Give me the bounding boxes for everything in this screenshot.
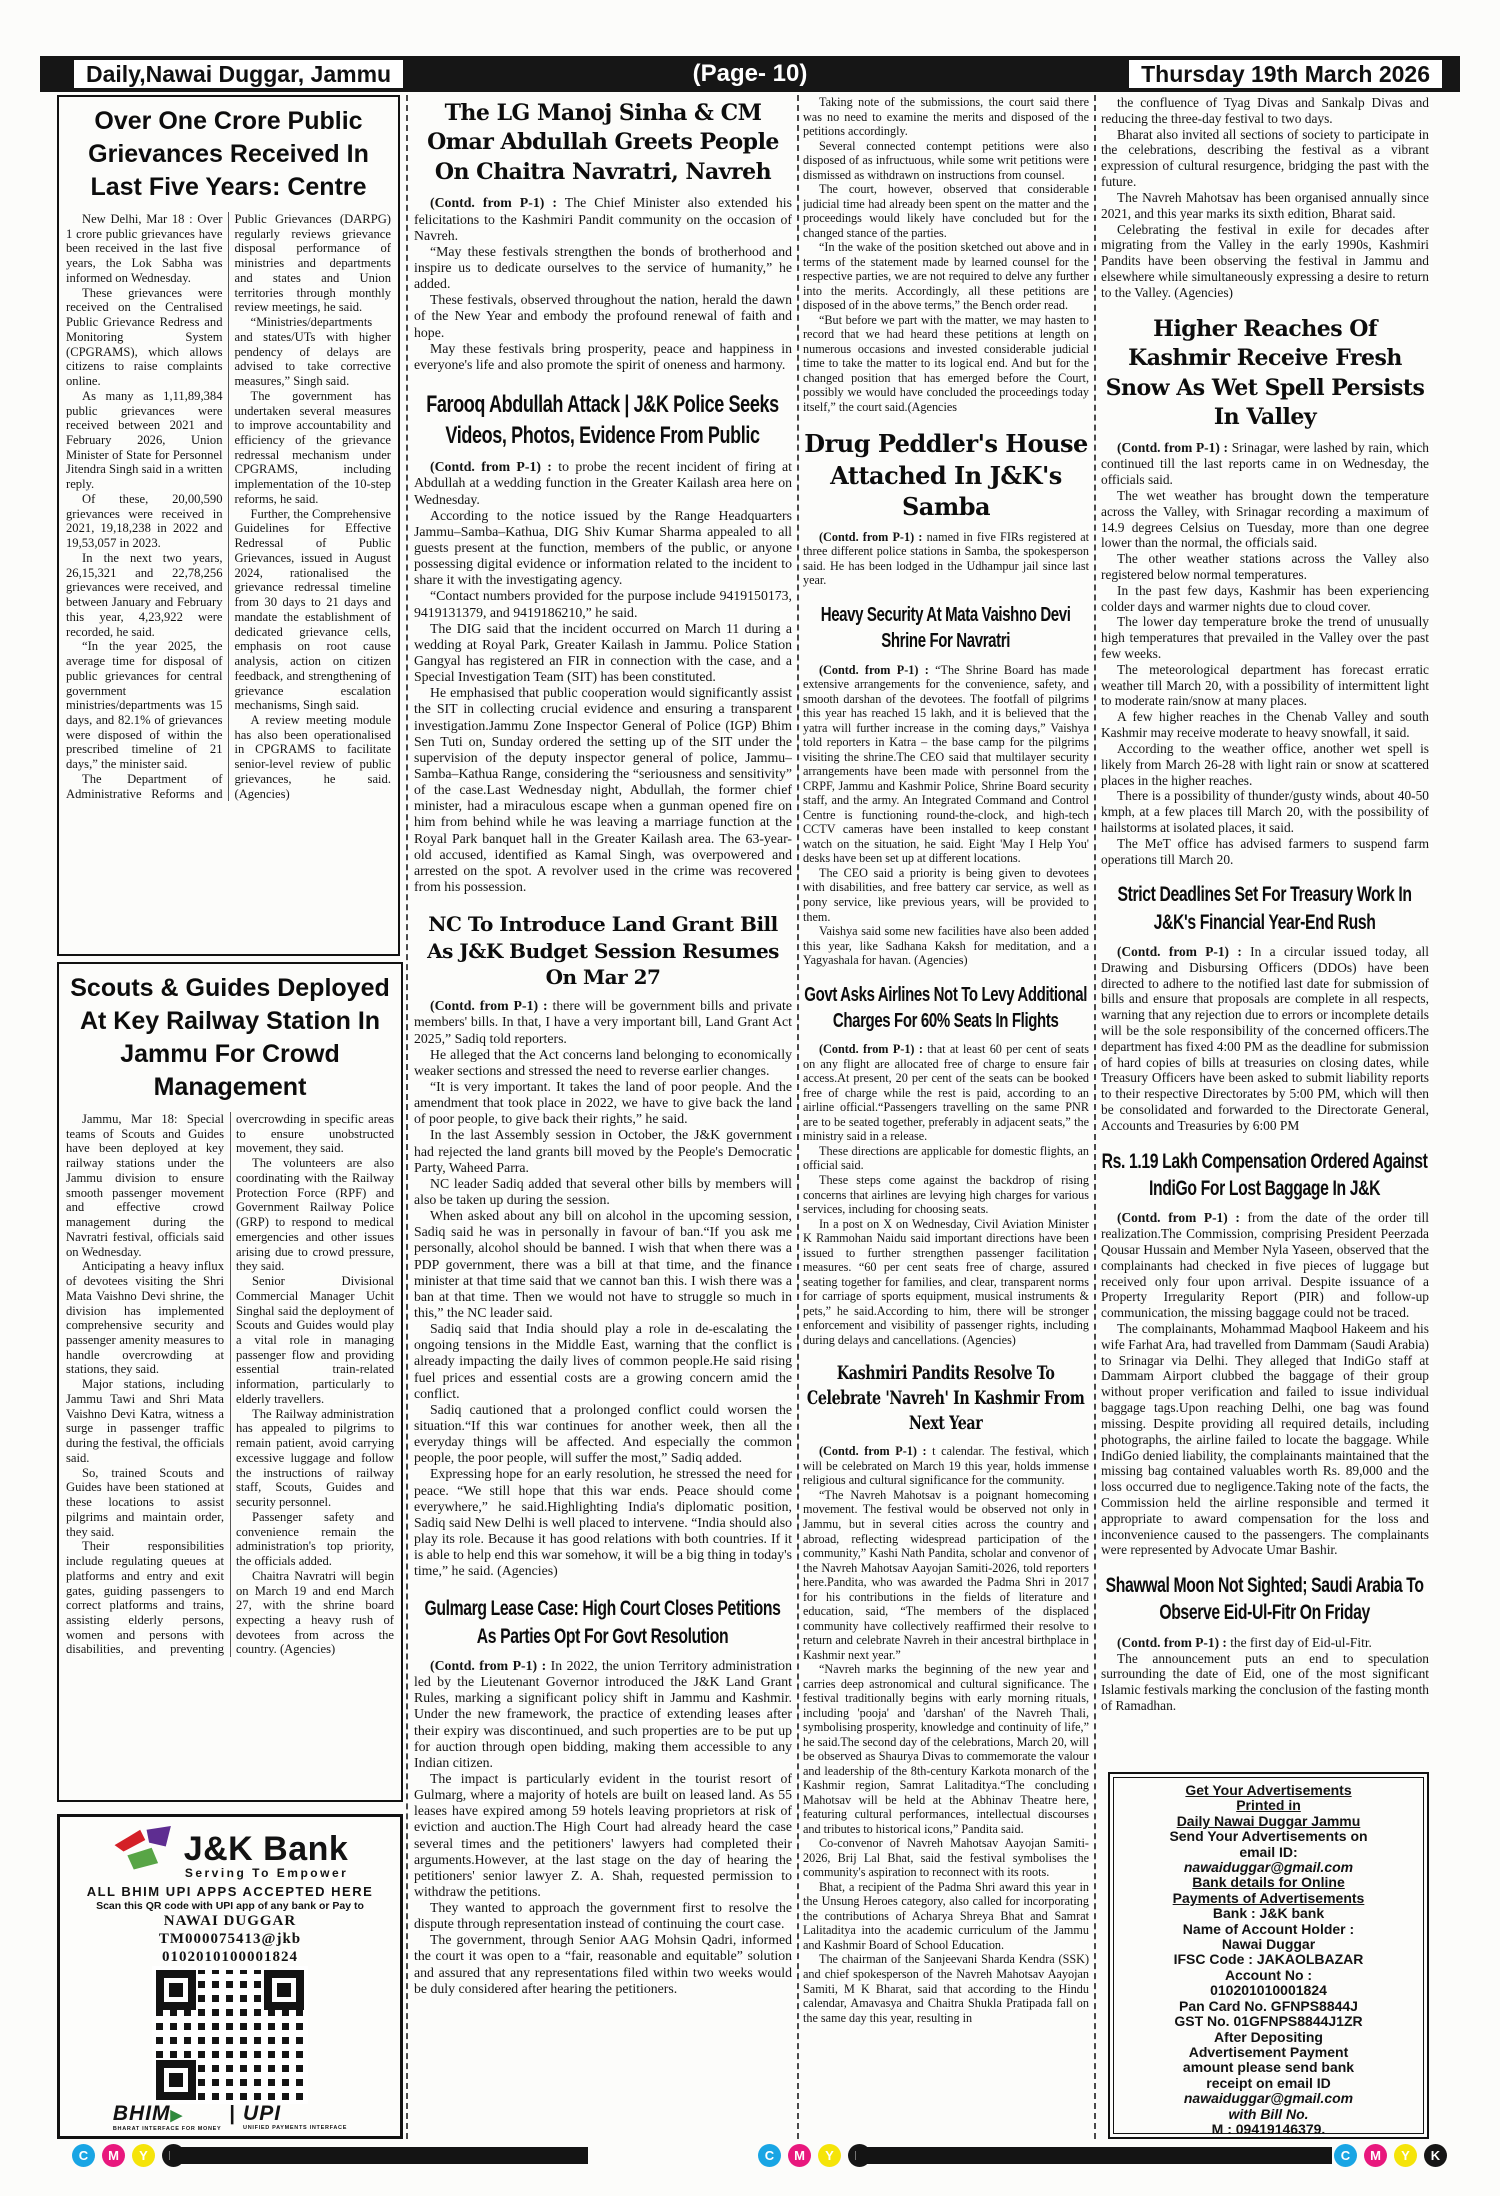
article-grievances-body: New Delhi, Mar 18 : Over 1 crore public grievances have been received in the last five years, the Lok Sabha was informed on Wednesday. These grievances were received on the Centralised Public Grievance Redress and Monitoring System (CPGRAMS), which allows citizens to raise complaints online. As many as 1,11,89,384 public grievances were received between 2021 and February 2026, Union Minister of State for Personnel Jitendra Singh said in a written reply. Of these, 20,00,590 grievances were received in 2021, 19,18,238 in 2022 and 19,53,057 in 2023. In the next two years, 26,15,321 and 22,78,256 grievances were received, and between January and February this year, 4,23,922 were recorded, he said. “In the year 2025, the average time for disposal of public grievances for central government ministries/departments was 15 days, and 82.1% of grievances were disposed of within the prescribed timeline of 21 days,” the minister said. The Department of Administrative Reforms and Public Grievances (DARPG) regularly reviews grievance disposal performance of ministries and departments and states and Union territories through monthly review meetings, he said. “Ministries/departments and states/UTs with higher pendency of delays are advised to take corrective measures,” Singh said. The government has undertaken several measures to improve accountability and efficiency of the grievance redressal mechanism under CPGRAMS, including implementation of the 10-step reforms, he said. Further, the Comprehensive Guidelines for Effective Redressal of Public Grievances, issued in August 2024, rationalised the grievance redressal timeline from 30 days to 21 days and mandate the establishment of dedicated grievance cells, emphasis on root cause analysis, action on citizen feedback, and strengthening of grievance escalation mechanisms, Singh said. A review meeting module has also been operationalised in CPGRAMS to facilitate senior-level review of public grievances, he said. (Agencies) <box>66 212 391 801</box>
print-mark-cyan: C <box>1334 2144 1357 2167</box>
article-vaishno-devi <box>803 598 1089 968</box>
column-divider <box>797 95 799 2139</box>
headline-vaishno-devi: Heavy Security At Mata Vaishno Devi Shrine For Navratri <box>820 603 1071 653</box>
jkbank-scan-line: Scan this QR code with UPI app of any bank or Pay to <box>96 1900 364 1912</box>
jkbank-account-number: 0102010100001824 <box>162 1949 298 1965</box>
article-navreh-continuation <box>1101 95 1429 301</box>
article-court-continuation <box>803 95 1089 414</box>
article-farooq <box>414 385 792 895</box>
headline-navreh: Kashmiri Pandits Resolve To Celebrate 'Navreh' In Kashmir From Next Year <box>806 1362 1085 1435</box>
article-nc-bill-body: (Contd. from P-1) : there will be government bills and private members' bills. In that, I have a very important bill, Land Grant Act 2025,” Sadiq told reporters. He alleged that the Act concerns land belonging to economically weaker sections and stressed the need to reverse earlier changes. “It is very important. It takes the land of poor people. And the amendment that took place in 2022, we have to give back the land of poor people, to give back their rights,” he said. In the last Assembly session in October, the J&K government had rejected the land grants bill moved by the People's Democratic Party, Waheed Parra. NC leader Sadiq added that several other bills by members will also be taken up during the session. When asked about any bill on alcohol in the upcoming session, Sadiq said he was in personally in favour of ban.“If you ask me personally, alcohol should be banned. I wish that when there was a PDP government, there was a bill at that time, and the finance minister at that time said that we cannot ban this. I wish there was a ban at that time. Then we would not have to struggle so much in this,” the NC leader said. Sadiq said that India should play a role in de-escalating the ongoing tensions in the Middle East, warning that the conflict is already impacting the daily lives of common people.He said rising fuel prices and essential costs are a growing concern amid the conflict. Sadiq cautioned that a prolonged conflict could worsen the situation.“If this war continues for another week, then all the everyday things will be affected. And especially the common people, the poor people, will suffer the most,” Sadiq added. Expressing hope for an early resolution, he stressed the need for peace. “We still hope that this war ends. Peace should come everywhere,” he said.Highlighting India's diplomatic position, Sadiq said New Delhi is well placed to intervene. “India should also play its role. Because it has good relations with both countries. If it is able to help end this war somehow, it will be a big thing in today's time,” he said. (Agencies) <box>414 998 792 1579</box>
article-gulmarg-body: (Contd. from P-1) : In 2022, the union Territory administration led by the Lieutenant Governor introduced the J&K Land Grant Rules, marking a significant policy shift in Jammu and Kashmir. Under the new framework, the practice of extending leases after their expiry was discontinued, and such properties are to be put up for auction through open bidding, making them accessible to any Indian citizen. The impact is particularly evident in the tourist resort of Gulmarg, where a majority of hotels are built on leased land. As 55 leases have expired among 59 hotels leaving proprietors at risk of eviction and auction.The High Court had already heard the case several times and the petitioners' lawyers had completed their arguments.However, at the last stage on the day of hearing the petitioners' senior lawyer Z. A. Shah, requested permission to withdraw the petitions. They wanted to approach the government first to resolve the dispute through representation instead of continuing the court case. The government, through Senior AAG Mohsin Qadri, informed the court it was open to a “fair, reasonable and equitable” solution and assured that any representations filed within two weeks would be duly considered after hearing the petitioners. <box>414 1657 792 1996</box>
print-mark-black: K <box>1424 2144 1447 2167</box>
headline-gulmarg: Gulmarg Lease Case: High Court Closes Petitions As Parties Opt For Govt Resolution <box>424 1597 781 1648</box>
print-mark-cyan: C <box>72 2144 95 2167</box>
jkbank-upi-accepted-line: ALL BHIM UPI APPS ACCEPTED HERE <box>86 1884 374 1899</box>
headline-farooq: Farooq Abdullah Attack | J&K Police Seeks Videos, Photos, Evidence From Public <box>426 390 779 450</box>
headline-lg-greets: The LG Manoj Sinha & CM Omar Abdullah Greets People On Chaitra Navratri, Navreh <box>427 100 779 185</box>
jkbank-header <box>112 1823 349 1880</box>
column-court <box>803 95 1089 2137</box>
article-treasury <box>1101 877 1429 1133</box>
article-indigo <box>1101 1144 1429 1558</box>
headline-drug-peddler: Drug Peddler's House Attached In J&K's Samba <box>804 429 1088 521</box>
headline-snow: Higher Reaches Of Kashmir Receive Fresh Snow As Wet Spell Persists In Valley <box>1105 315 1425 430</box>
logo-divider: | <box>229 2103 236 2125</box>
article-eid <box>1101 1568 1429 1714</box>
article-airlines-body: (Contd. from P-1) : that at least 60 per cent of seats on any flight are allocated free of charge to ensure fair access.At present, 20 per cent of the seats can be booked free of charge while the rest is paid, according to an airline official.“Passengers travelling on the same PNR are to be seated together, preferably in adjacent seats,” the ministry said in a release. These directions are applicable for domestic flights, an official said. These steps come against the backdrop of rising concerns that airlines are levying high charges for various services, including for choosing seats. In a post on X on Wednesday, Civil Aviation Minister K Rammohan Naidu said important directions have been issued to further strengthen passenger facilitation measures. “60 per cent seats free of charge, assured seating together for families, and clear, transparent norms for carriage of sports equipment, musical instruments & pets,” he said.According to him, there will be stronger enforcement and visibility of passenger rights, including during delays and cancellations. (Agencies) <box>803 1042 1089 1347</box>
print-registration-marks <box>0 2142 1500 2172</box>
column-divider <box>406 95 408 2139</box>
headline-grievances: Over One Crore Public Grievances Received In Last Five Years: Centre <box>88 107 369 201</box>
article-lg-greets <box>414 95 792 373</box>
column-right <box>1101 95 1429 1769</box>
headline-scouts: Scouts & Guides Deployed At Key Railway Station In Jammu For Crowd Management <box>70 974 390 1101</box>
print-mark-magenta: M <box>788 2144 811 2167</box>
print-mark-magenta: M <box>102 2144 125 2167</box>
masthead-title: Daily,Nawai Duggar, Jammu <box>74 60 403 88</box>
headline-nc-bill: NC To Introduce Land Grant Bill As J&K Budget Session Resumes On Mar 27 <box>427 912 779 989</box>
article-snow-body: (Contd. from P-1) : Srinagar, were lashed by rain, which continued till the last reports came in on Wednesday, the officials said. The wet weather has brought down the temperature across the Valley, with Srinagar recording a maximum of 14.9 degrees Celsius on Tuesday, more than one degree lower than the normal, the officials said. The other weather stations across the Valley also registered below normal temperatures. In the past few days, Kashmir has been experiencing colder days and warmer nights due to cloud cover. The lower day temperature broke the trend of unusually high temperatures that prevailed in the Valley over the past few weeks. The meteorological department has forecast erratic weather till March 20, with a possibility of intermittent light to moderate rain/snow at many places. A few higher reaches in the Chenab Valley and south Kashmir may receive moderate to heavy snowfall, it said. According to the weather office, another wet spell is likely from March 26-28 with light rain or snow at scattered places in the higher reaches. There is a possibility of thunder/gusty winds, about 40-50 kmph, at a few places till March 20, with the possibility of hailstorms at isolated places, it said. The MeT office has advised farmers to suspend farm operations till March 20. <box>1101 440 1429 867</box>
article-grievances <box>57 95 400 956</box>
print-mark-bar <box>856 2147 1332 2164</box>
article-indigo-body: (Contd. from P-1) : from the date of the order till realization.The Commission, comprising President Peerzada Qousar Hussain and Member Nyla Yaseen, observed that the complainants had checked in five pieces of luggage but received only four upon arrival. Despite issuance of a Property Irregularity Report (PIR) and follow-up communication, the missing baggage could not be traced. The complainants, Mohammad Maqbool Hakeem and his wife Farhat Ara, had travelled from Dammam (Saudi Arabia) to Srinagar via Delhi. They alleged that IndiGo staff at Dammam Airport clubbed the baggage of their group without proper verification and failed to issue individual baggage tags.Upon reaching Delhi, one bag was found missing. Despite providing all required details, including photographs, the airline failed to locate the baggage. While IndiGo denied liability, the complainants maintained that the missing bag contained valuables worth Rs. 89,000 and the loss occurred due to negligence.Taking note of the facts, the Commission held the airline responsible and termed it appropriate to award compensation for the loss and inconvenience caused to the passengers. The complainants were represented by Advocate Umar Bashir. <box>1101 1210 1429 1558</box>
masthead-page-number: (Page- 10) <box>692 60 808 87</box>
article-drug-peddler-body: (Contd. from P-1) : named in five FIRs registered at three different police stations in Samba, the spokesperson said. He has been lodged in the Udhampur jail since last year. <box>803 529 1089 588</box>
upi-logo: UPI <box>243 2102 282 2125</box>
article-scouts <box>57 962 403 1802</box>
qr-code <box>156 1970 304 2100</box>
article-navreh <box>803 1357 1089 2025</box>
headline-eid: Shawwal Moon Not Sighted; Saudi Arabia To Observe Eid-Ul-Fitr On Friday <box>1105 1574 1424 1625</box>
article-court-continuation-body: Taking note of the submissions, the court said there was no need to examine the merits and disposed of the petitions accordingly. Several connected contempt petitions were also disposed of as infructuous, while some writ petitions were dismissed as withdrawn on instructions from counsel. The court, however, observed that considerable judicial time had already been spent on the matter and the proceedings would likely have concluded but for the changed stance of the parties. “In the wake of the position sketched out above and in terms of the statement made by learned counsel for the respective parties, we are not required to delve any further into the merits. Accordingly, all these petitions are disposed of in the above terms,” the Bench order read. “But before we part with the matter, we may hasten to record that we had heard these petitions at length on numerous occasions and invested considerable judicial time to take the matter to its logical end. And but for the changed position that has emerged before the Court, possibly we would have concluded the proceedings today itself,” the court said.(Agencies <box>803 95 1089 414</box>
headline-treasury: Strict Deadlines Set For Treasury Work In J&K's Financial Year-End Rush <box>1117 883 1412 934</box>
bhim-caption: BHARAT INTERFACE FOR MONEY <box>112 2126 222 2132</box>
headline-airlines: Govt Asks Airlines Not To Levy Additional Charges For 60% Seats In Flights <box>804 983 1088 1032</box>
masthead-date: Thursday 19th March 2026 <box>1129 60 1442 88</box>
jkbank-logo-icon <box>112 1823 176 1880</box>
article-airlines <box>803 978 1089 1348</box>
bhim-upi-logo <box>113 2104 347 2132</box>
print-mark-bar <box>170 2147 588 2164</box>
bhim-logo: BHIM▶ <box>112 2102 184 2125</box>
article-scouts-body: Jammu, Mar 18: Special teams of Scouts and Guides have been deployed at key railway stations under the Jammu division to ensure smooth passenger movement and effective crowd management during the Navratri festival, officials said on Wednesday. Anticipating a heavy influx of devotees visiting the Shri Mata Vaishno Devi shrine, the division has implemented comprehensive security and passenger amenity measures to handle overcrowding at stations, they said. Major stations, including Jammu Tawi and Shri Mata Vaishno Devi Katra, witness a surge in passenger traffic during the festival, the officials said. So, trained Scouts and Guides have been stationed at these locations to assist pilgrims and maintain order, they said. Their responsibilities include regulating queues at platforms and entry and exit gates, guiding passengers to correct platforms and trains, assisting elderly persons, women and persons with disabilities, and preventing overcrowding in specific areas to ensure unobstructed movement, they said. The volunteers are also coordinating with the Railway Protection Force (RPF) and Government Railway Police (GRP) to respond to medical emergencies and other issues arising due to crowd pressure, they said. Senior Divisional Commercial Manager Uchit Singhal said the deployment of Scouts and Guides would play a vital role in managing passenger flow and providing essential train-related information, particularly to elderly travellers. The Railway administration has appealed to pilgrims to remain patient, avoid carrying excessive luggage and follow the instructions of railway staff, Scouts, Guides and security personnel. Passenger safety and convenience remain the administration's top priority, the officials added. Chaitra Navratri will begin on March 19 and end March 27, with the shrine board expecting a heavy rush of devotees from across the country. (Agencies) <box>66 1112 394 1657</box>
article-drug-peddler <box>803 424 1089 588</box>
article-navreh-continuation-body: the confluence of Tyag Divas and Sankalp Divas and reducing the three-day festival to two days. Bharat also invited all sections of society to participate in the celebrations, describing the festival as a vibrant expression of cultural resurgence, bridging the past with the future. The Navreh Mahotsav has been organised annually since 2021, and this year marks its sixth edition, Bharat said. Celebrating the festival in exile for decades after migrating from the Valley in the early 1990s, Kashmiri Pandits have been observing the festival in Jammu and elsewhere while simultaneously expressing a desire to return to the Valley. (Agencies) <box>1101 95 1429 300</box>
print-mark-magenta: M <box>1364 2144 1387 2167</box>
bhim-arrow-icon: ▶ <box>170 2107 184 2124</box>
print-mark-yellow: Y <box>818 2144 841 2167</box>
advertisement-info-lines: Get Your Advertisements Printed in Daily Nawai Duggar Jammu Send Your Advertisements on email ID: nawaiduggar@gmail.com Bank details for Online Payments of Advertisements Bank : J&K bank Name of Account Holder : Nawai Duggar IFSC Code : JAKAOLBAZAR Account No : 010201010001824 Pan Card No. GFNPS8844J GST No. 01GFNPS8844J1ZR After Depositing Advertisement Payment amount please send bank receipt on email ID nawaiduggar@gmail.com with Bill No. M : 09419146379. <box>1113 1777 1424 2134</box>
advertisement-info-box <box>1108 1772 1429 2139</box>
article-eid-body: (Contd. from P-1) : the first day of Eid-ul-Fitr. The announcement puts an end to speculation surrounding the date of Eid, one of the most significant Islamic festivals marking the conclusion of the fasting month of Ramadhan. <box>1101 1634 1429 1714</box>
upi-caption: UNIFIED PAYMENTS INTERFACE <box>243 2125 348 2131</box>
article-nc-bill <box>414 907 792 1579</box>
masthead <box>40 56 1460 92</box>
jkbank-payee: NAWAI DUGGAR <box>163 1913 297 1929</box>
article-snow <box>1101 311 1429 868</box>
jkbank-tagline: Serving To Empower <box>184 1866 349 1880</box>
article-treasury-body: (Contd. from P-1) : In a circular issued today, all Drawing and Disbursing Officers (DDOs) have been directed to adhere to the notified last date for submission of bills and ensure that proposals are complete in all respects, warning that any rejection due to errors or incomplete details will be the sole responsibility of the concerned officers.The department has fixed 4:00 PM as the deadline for submission of hard copies of bills at treasuries on closing dates, while Treasury Officers have been asked to submit liability reports to their respective Directorates by 5:00 PM, which will then be consolidated and forwarded to the Directorate General, Accounts and Treasuries by 6:00 PM <box>1101 943 1429 1133</box>
article-vaishno-devi-body: (Contd. from P-1) : “The Shrine Board has made extensive arrangements for the convenience, safety, and smooth darshan of the devotees. The footfall of pilgrims this year has reached 15 lakh, and it is believed that the yatra will further increase in the coming days,” Vaishya told reporters in Katra – the base camp for the pilgrims visiting the shrine.The CEO said that multilayer security arrangements have been made with personnel from the CRPF, Jammu and Kashmir Police, Shrine Board security staff, and the army. An Integrated Command and Control Centre is functioning round-the-clock, and high-tech CCTV cameras have been installed to keep constant watch on the situation, he said. Eight 'May I Help You' desks have been set up at different locations. The CEO said a priority is being given to devotees with disabilities, and free battery car service, as well as pony service, like previous years, will be provided to them. Vaishya said some new facilities have also been added this year, like Sadhana Kaksh for meditation, and a Yagyashala for havan. (Agencies) <box>803 662 1089 968</box>
print-mark-cyan: C <box>758 2144 781 2167</box>
article-lg-greets-body: (Contd. from P-1) : The Chief Minister also extended his felicitations to the Kashmiri Pandit community on the occasion of Navreh. “May these festivals strengthen the bonds of brotherhood and inspire us to dedicate ourselves to the service of humanity,” he added. These festivals, observed throughout the nation, herald the dawn of the New Year and embody the profound renewal of faith and hope. May these festivals bring prosperity, peace and happiness in everyone's life and also promote the spirit of oneness and harmony. <box>414 195 792 372</box>
jkbank-brand: J&K Bank <box>183 1830 349 1868</box>
cmyk-marks-right <box>1334 2144 1450 2167</box>
article-gulmarg <box>414 1591 792 1997</box>
column-middle <box>414 95 792 2137</box>
column-divider <box>1094 95 1096 2139</box>
article-farooq-body: (Contd. from P-1) : to probe the recent incident of firing at Abdullah at a wedding function in the Greater Kailash area here on Wednesday. According to the notice issued by the Range Headquarters Jammu–Samba–Kathua, DIG Shiv Kumar Sharma appealed to all guests present at the function, members of the public, or anyone possessing digital evidence or information related to the incident to share it with the investigating agency. “Contact numbers provided for the purpose include 9419150173, 9419131379, and 9419186210,” he said. The DIG said that the incident occurred on March 11 during a wedding at Royal Park, Greater Kailash in Jammu. Police Station Gangyal has registered an FIR in connection with the case, and a Special Investigation Team (SIT) has been constituted. He emphasised that public cooperation would significantly assist the SIT in collecting crucial evidence and ensuring a transparent investigation.Jammu Zone Inspector General of Police (IGP) Bhim Sen Tuti on, Sunday ordered the setting up of the SIT under the supervision of the deputy inspector general of police, Jammu–Samba–Kathua Range, considering the “seriousness and sensitivity” of the case.Last Wednesday night, Abdullah, the former chief minister, had a miraculous escape when a gunman opened fire on him from behind while he was leaving a marriage function at the Royal Park banquet hall in the Greater Kailash area. The 63-year-old accused, identified as Kamal Singh, was overpowered and arrested on the spot. A revolver used in the crime was recovered from his possession. <box>414 459 792 894</box>
print-mark-yellow: Y <box>1394 2144 1417 2167</box>
print-mark-yellow: Y <box>132 2144 155 2167</box>
jkbank-upi-id: TM000075413@jkb <box>158 1931 302 1947</box>
headline-indigo: Rs. 1.19 Lakh Compensation Ordered Against IndiGo For Lost Baggage In J&K <box>1101 1149 1428 1201</box>
article-navreh-body: (Contd. from P-1) : t calendar. The festival, which will be celebrated on March 19 this year, holds immense religious and cultural significance for the community. “The Navreh Mahotsav is a poignant homecoming movement. The festival would be observed not only in Jammu, but in several cities across the country and abroad, reflecting widespread participation of the community,” Kashi Nath Pandita, scholar and convenor of the Navreh Mahotsav Aayojan Samiti-2026, told reporters here.Pandita, who was awarded the Padma Shri in 2017 for his contributions in the fields of literature and education, said, “The members of the displaced community have collectively reaffirmed their resolve to return and celebrate Navreh in their ancestral birthplace in Kashmir next year.” “Navreh marks the beginning of the new year and carries deep astronomical and cultural significance. The festival traditionally begins with early morning rituals, including 'pooja' and 'darshan' of the Navreh Thali, symbolising prosperity, knowledge and continuity of life,” he said.The second day of the celebrations, March 20, will be observed as Shaurya Divas to commemorate the valour and leadership of the 8th-century Karkota monarch of the Kashmir region, Samrat Lalitaditya.“The concluding Mahotsav will be held at the Abhinav Theatre here, featuring cultural performances, intellectual discourses and tributes to historical icons,” Pandita said. Co-convenor of Navreh Mahotsav Aayojan Samiti-2026, Brij Lal Bhat, said the festival symbolises the community's aspiration to reconnect with its roots. Bhat, a recipient of the Padma Shri award this year in the Unsung Heroes category, also called for incorporating the contributions of Acharya Shreya Bhat and Samrat Lalitaditya into the academic curriculum of the Jammu and Kashmir Board of School Education. The chairman of the Sanjeevani Sharda Kendra (SSK) and chief spokesperson of the Navreh Mahotsav Aayojan Samiti, M K Bharat, said that according to the Hindu calendar, Amavasya and Chaitra Shukla Pratipada fall on the same day this year, resulting in <box>803 1444 1089 2025</box>
jkbank-advertisement <box>57 1814 403 2139</box>
